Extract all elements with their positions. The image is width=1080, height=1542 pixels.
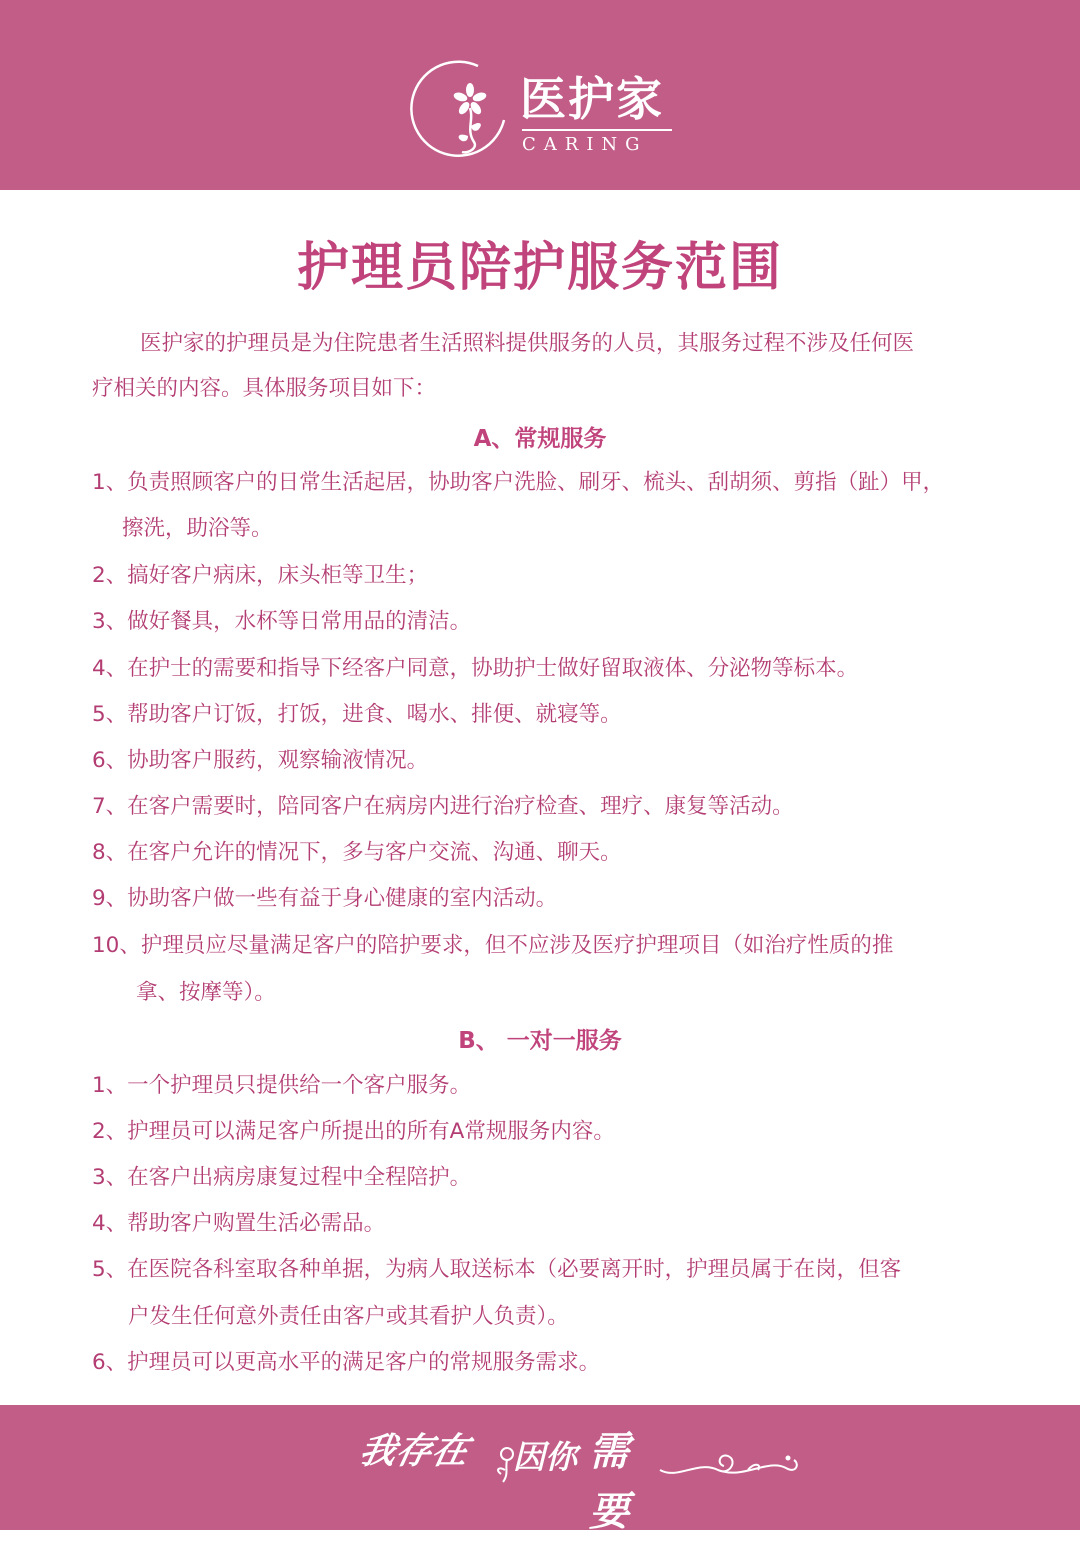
list-item: 4、帮助客户购置生活必需品。 bbox=[92, 1211, 386, 1236]
intro-line-1: 医护家的护理员是为住院患者生活照料提供服务的人员，其服务过程不涉及任何医 bbox=[140, 331, 915, 356]
logo-name: 医护家 bbox=[520, 72, 664, 126]
list-item: 4、在护士的需要和指导下经客户同意，协助护士做好留取液体、分泌物等标本。 bbox=[92, 656, 859, 681]
list-item: 9、协助客户做一些有益于身心健康的室内活动。 bbox=[92, 886, 558, 911]
list-item: 2、护理员可以满足客户所提出的所有A常规服务内容。 bbox=[92, 1119, 615, 1144]
logo-subtitle: CARING bbox=[522, 134, 648, 155]
logo-divider bbox=[522, 129, 672, 131]
page-title: 护理员陪护服务范围 bbox=[296, 238, 783, 298]
swirl-ornament-icon bbox=[658, 1440, 808, 1490]
section-a-heading: A、常规服务 bbox=[473, 426, 607, 452]
list-item: 户发生任何意外责任由客户或其看护人负责）。 bbox=[128, 1304, 569, 1329]
list-item: 6、协助客户服药，观察输液情况。 bbox=[92, 748, 429, 773]
list-item: 8、在客户允许的情况下，多与客户交流、沟通、聊天。 bbox=[92, 840, 622, 865]
list-item: 7、在客户需要时，陪同客户在病房内进行治疗检查、理疗、康复等活动。 bbox=[92, 794, 794, 819]
slogan-part-2: 因你 bbox=[513, 1438, 578, 1476]
slogan-part-1: 我存在 bbox=[355, 1430, 473, 1472]
list-item: 3、做好餐具，水杯等日常用品的清洁。 bbox=[92, 609, 472, 634]
flower-logo-icon bbox=[408, 58, 514, 164]
list-item: 2、搞好客户病床，床头柜等卫生； bbox=[92, 563, 429, 588]
list-item: 3、在客户出病房康复过程中全程陪护。 bbox=[92, 1165, 472, 1190]
list-item: 拿、按摩等）。 bbox=[136, 980, 276, 1005]
list-item: 5、在医院各科室取各种单据，为病人取送标本（必要离开时，护理员属于在岗，但客 bbox=[92, 1257, 902, 1282]
list-item: 10、护理员应尽量满足客户的陪护要求，但不应涉及医疗护理项目（如治疗性质的推 bbox=[92, 933, 894, 958]
intro-line-2: 疗相关的内容。具体服务项目如下： bbox=[92, 376, 437, 401]
list-item: 1、一个护理员只提供给一个客户服务。 bbox=[92, 1073, 472, 1098]
list-item: 擦洗，助浴等。 bbox=[122, 516, 273, 541]
list-item: 1、负责照顾客户的日常生活起居，协助客户洗脸、刷牙、梳头、刮胡须、剪指（趾）甲， bbox=[92, 470, 945, 495]
list-item: 5、帮助客户订饭，打饭，进食、喝水、排便、就寝等。 bbox=[92, 702, 622, 727]
list-item: 6、护理员可以更高水平的满足客户的常规服务需求。 bbox=[92, 1350, 601, 1375]
slogan-part-3: 需要 bbox=[589, 1428, 629, 1535]
section-b-heading: B、 一对一服务 bbox=[458, 1028, 622, 1054]
flower-bud-icon bbox=[485, 1438, 525, 1488]
